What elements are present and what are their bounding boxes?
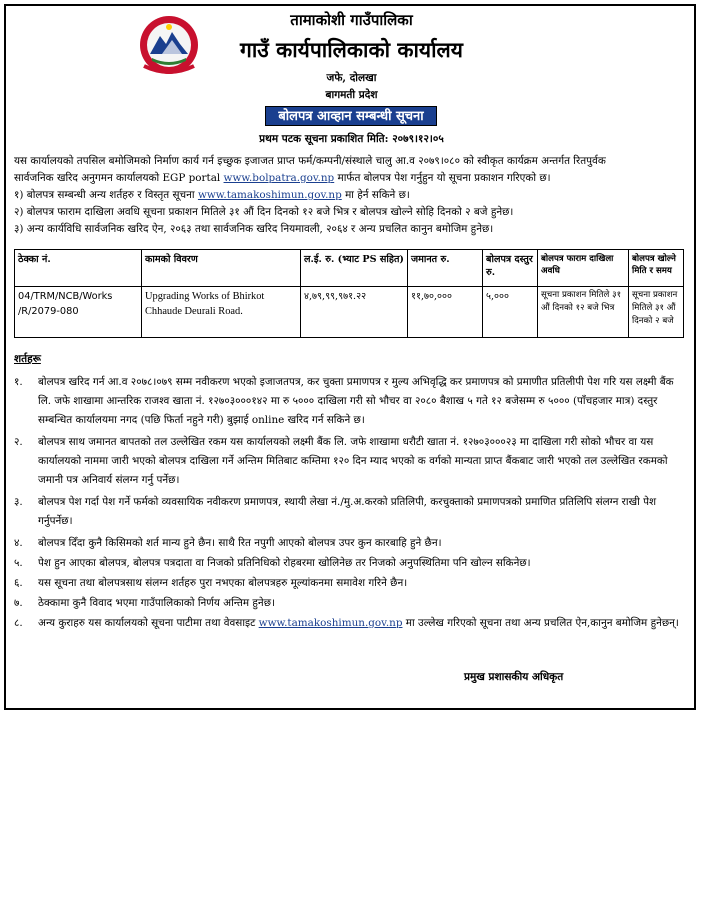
condition-number: ३. [14, 496, 23, 508]
condition-text: बोलपत्र साथ जमानत बापतको तल उल्लेखित रकम यस कार्यालयको लक्ष्मी बैंक लि. जफे शाखामा धरौटी खाता नं. १२७०३०००२३ मा दाखिला गरी सोको भौचर वा यस कार्यालयको नाममा जारी भएको बोलपत्र दाखिला गर्ने अन्तिम मितिबाट कम्तिमा १२० दिन म्याद भएको क वर्गको मान्यता प्राप्त बैंकबाट जारी भएको तल उल्लेखित रकमको जमानी पत्र अनिवार्य संलग्न गर्नु पर्नेछ। [38, 436, 668, 486]
conditions-title: शर्तहरू [14, 353, 41, 365]
point-1-text-b: मा हेर्न सकिने छ। [345, 189, 410, 201]
cell-description: Upgrading Works of Bhirkot Chhaude Deurali Road. [142, 287, 301, 338]
condition-item [14, 574, 684, 593]
condition-text-b: मा उल्लेख गरिएको सूचना तथा अन्य प्रचलित ऐन,कानुन बमोजिम हुनेछन्। [405, 617, 679, 629]
condition-item [14, 433, 684, 490]
intro-paragraph [14, 153, 684, 238]
condition-number: ५. [14, 557, 23, 569]
header-submission: बोलपत्र फाराम दाखिला अवधि [538, 250, 629, 287]
municipality-name: तामाकोशी गाउँपालिका [290, 11, 413, 29]
condition-text-a: अन्य कुराहरु यस कार्यालयको सूचना पाटीमा तथा वेवसाइट [38, 617, 256, 629]
condition-number: ४. [14, 537, 23, 549]
condition-item [14, 373, 684, 430]
province-name: बागमती प्रदेश [325, 89, 378, 101]
office-name: गाउँ कार्यपालिकाको कार्यालय [240, 37, 463, 62]
condition-number: ७. [14, 597, 23, 609]
website-link[interactable]: www.tamakoshimun.gov.np [258, 617, 403, 629]
condition-item [14, 614, 684, 633]
publish-date: प्रथम पटक सूचना प्रकाशित मिति: २०७९।१२।०५ [259, 133, 444, 145]
cell-opening: सूचना प्रकाशन मितिले ३१ औं दिनको २ बजे [629, 287, 684, 338]
bid-table [14, 249, 684, 338]
intro-line-2 [14, 170, 684, 187]
condition-item [14, 594, 684, 613]
condition-item [14, 493, 684, 531]
condition-text: ठेक्कामा कुनै विवाद भएमा गाउँपालिकाको निर्णय अन्तिम हुनेछ। [38, 597, 275, 609]
header-description: कामको विवरण [142, 250, 301, 287]
condition-number: ८. [14, 617, 23, 629]
intro-text-b: मार्फत बोलपत्र पेश गर्नुहुन यो सूचना प्रकाशन गरिएको छ। [337, 172, 551, 184]
intro-text-a: सार्वजनिक खरिद अनुगमन कार्यालयको EGP portal [14, 172, 221, 184]
point-3: ३) अन्य कार्यविधि सार्वजनिक खरिद ऐन, २०६३ तथा सार्वजनिक खरिद नियमावली, २०६४ र अन्य प्रचलित कानुन बमोजिम हुनेछ। [14, 223, 494, 235]
intro-line-1: यस कार्यालयको तपसिल बमोजिमको निर्माण कार्य गर्न इच्छुक इजाजत प्राप्त फर्म/कम्पनी/संस्थाले चालु आ.व २०७९।०८० को स्वीकृत कार्यक्रम अन्तर्गत रितपुर्वक [14, 155, 606, 167]
condition-item [14, 554, 684, 573]
condition-text: बोलपत्र खरिद गर्न आ.व २०७८।०७९ सम्म नवीकरण भएको इजाजतपत्र, कर चुक्ता प्रमाणपत्र र मुल्य अभिवृद्धि कर प्रमाणपत्र को प्रमाणीत प्रतिलीपी पेश गरि यस लक्ष्मी बैंक लि. जफे शाखामा आन्तरिक राजश्व खाता नं. १२७०३०००१४२ मा रु ५००० दाखिला गरी सो भौचर वा २०८० बैशाख ५ गते १२ बजेसम्म रु ५००० (पाँचहजार मात्र) दस्तुर सम्बन्धित कार्यालयमा नगद (पछि फिर्ता नहुने गरी) बुझाई online खरिद गर्न सकिने छ। [38, 376, 674, 426]
bolpatra-link[interactable]: www.bolpatra.gov.np [223, 172, 335, 184]
table-row [15, 287, 684, 338]
cell-fee: ५,००० [483, 287, 538, 338]
condition-text: बोलपत्र दिँदा कुनै किसिमको शर्त मान्य हुने छैन। साथै रित नपुगी आएको बोलपत्र उपर कुन कारबाहि हुने छैन। [38, 537, 442, 549]
condition-item [14, 534, 684, 553]
cell-submission: सूचना प्रकाशन मितिले ३१ औं दिनको १२ बजे भित्र [538, 287, 629, 338]
signature-title: प्रमुख प्रशासकीय अधिकृत [464, 671, 564, 683]
header-security: जमानत रु. [408, 250, 483, 287]
header-estimate: ल.ई. रु. (भ्याट PS सहित) [301, 250, 408, 287]
condition-text [38, 614, 684, 633]
condition-text: बोलपत्र पेश गर्दा पेश गर्ने फर्मको व्यवसायिक नवीकरण प्रमाणपत्र, स्थायी लेखा नं./मु.अ.करको प्रतिलिपी, करचुक्ताको प्रमाणपत्रको प्रमाणित प्रतिलिपि संलग्न राखी पेश गर्नुपर्नेछ। [38, 496, 657, 527]
cell-security: ११,७०,००० [408, 287, 483, 338]
cell-estimate: ४,७९,९९,९७१.२२ [301, 287, 408, 338]
condition-text: यस सूचना तथा बोलपत्रसाथ संलग्न शर्तहरु पुरा नभएका बोलपत्रहरु मूल्यांकनमा समावेश गरिने छैन। [38, 577, 408, 589]
point-1-text-a: १) बोलपत्र सम्बन्धी अन्य शर्तहरु र विस्तृत सूचना [14, 189, 195, 201]
header-fee: बोलपत्र दस्तुर रु. [483, 250, 538, 287]
cell-contract-no: 04/TRM/NCB/Works /R/2079-080 [15, 287, 142, 338]
office-location: जफे, दोलखा [326, 72, 377, 84]
table-header-row [15, 250, 684, 287]
tamakoshimun-link[interactable]: www.tamakoshimun.gov.np [197, 189, 342, 201]
condition-number: २. [14, 436, 23, 448]
header-contract-no: ठेक्का नं. [15, 250, 142, 287]
condition-number: ६. [14, 577, 23, 589]
point-1 [14, 187, 684, 204]
header-opening: बोलपत्र खोल्ने मिति र समय [629, 250, 684, 287]
condition-text: पेश हुन आएका बोलपत्र, बोलपत्र पत्रदाता वा निजको प्रतिनिधिको रोहबरमा खोलिनेछ तर निजको अनुपस्थितिमा पनि खोल्न सकिनेछ। [38, 557, 531, 569]
notice-title: बोलपत्र आव्हान सम्बन्धी सूचना [265, 106, 437, 126]
point-2: २) बोलपत्र फाराम दाखिला अवधि सूचना प्रकाशन मितिले ३१ औं दिन दिनको १२ बजे भित्र र बोलपत्र खोल्ने सोहि दिनको २ बजे हुनेछ। [14, 206, 514, 218]
condition-number: १. [14, 376, 23, 388]
